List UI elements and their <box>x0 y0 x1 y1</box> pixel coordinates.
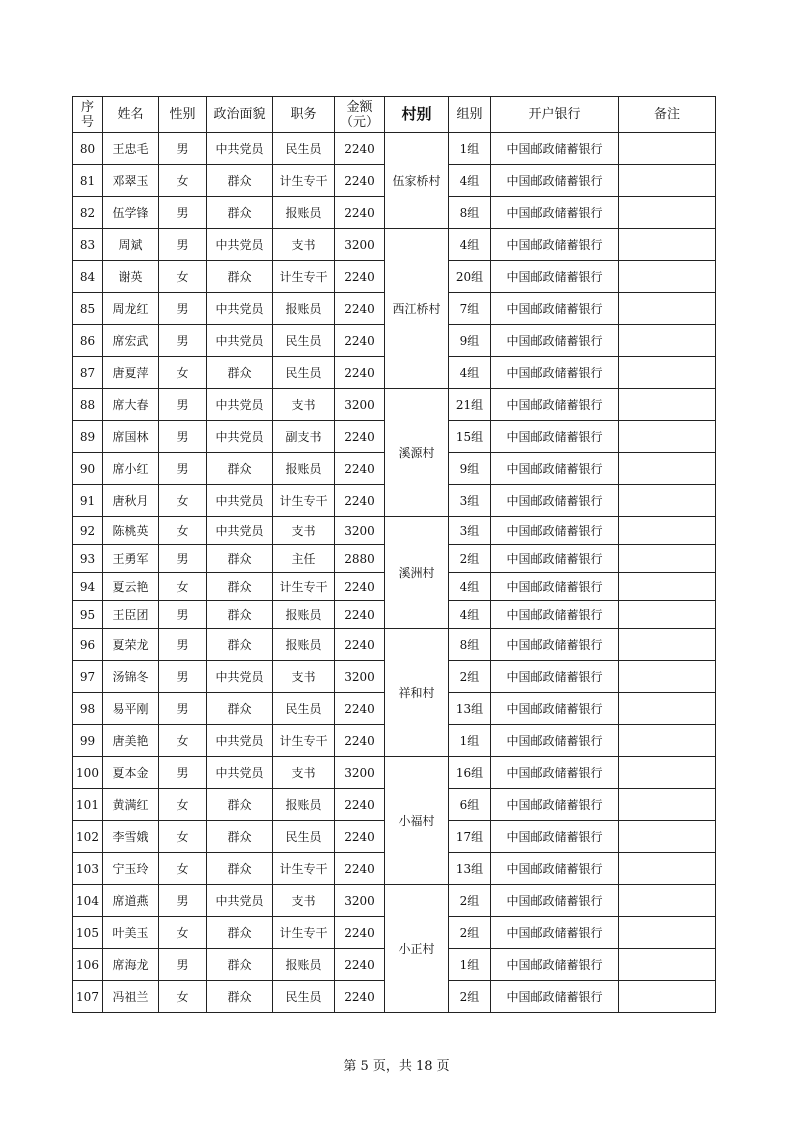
gender-cell: 女 <box>159 789 207 821</box>
remark-cell <box>619 789 716 821</box>
remark-cell <box>619 133 716 165</box>
group-cell: 7组 <box>449 293 491 325</box>
row-index: 106 <box>73 949 103 981</box>
person-name: 王忠毛 <box>103 133 159 165</box>
group-cell: 4组 <box>449 165 491 197</box>
political-status: 群众 <box>207 261 273 293</box>
row-index: 104 <box>73 885 103 917</box>
political-status: 群众 <box>207 917 273 949</box>
political-status: 群众 <box>207 601 273 629</box>
row-index: 83 <box>73 229 103 261</box>
row-index: 92 <box>73 517 103 545</box>
row-index: 99 <box>73 725 103 757</box>
person-name: 李雪娥 <box>103 821 159 853</box>
village-cell: 西江桥村 <box>385 229 449 389</box>
group-cell: 1组 <box>449 133 491 165</box>
gender-cell: 男 <box>159 197 207 229</box>
position-cell: 支书 <box>273 661 335 693</box>
amount-cell: 2240 <box>335 165 385 197</box>
group-cell: 4组 <box>449 229 491 261</box>
bank-cell: 中国邮政储蓄银行 <box>491 133 619 165</box>
bank-cell: 中国邮政储蓄银行 <box>491 629 619 661</box>
row-index: 90 <box>73 453 103 485</box>
row-index: 89 <box>73 421 103 453</box>
village-cell: 小正村 <box>385 885 449 1013</box>
row-index: 101 <box>73 789 103 821</box>
row-index: 95 <box>73 601 103 629</box>
gender-cell: 男 <box>159 885 207 917</box>
gender-cell: 女 <box>159 853 207 885</box>
group-cell: 21组 <box>449 389 491 421</box>
remark-cell <box>619 485 716 517</box>
position-cell: 支书 <box>273 229 335 261</box>
remark-cell <box>619 661 716 693</box>
remark-cell <box>619 293 716 325</box>
row-index: 105 <box>73 917 103 949</box>
position-cell: 支书 <box>273 517 335 545</box>
position-cell: 民生员 <box>273 821 335 853</box>
bank-cell: 中国邮政储蓄银行 <box>491 261 619 293</box>
political-status: 群众 <box>207 453 273 485</box>
group-cell: 6组 <box>449 789 491 821</box>
group-cell: 13组 <box>449 853 491 885</box>
remark-cell <box>619 389 716 421</box>
header-group: 组别 <box>449 97 491 133</box>
amount-cell: 2240 <box>335 573 385 601</box>
group-cell: 9组 <box>449 453 491 485</box>
person-name: 冯祖兰 <box>103 981 159 1013</box>
political-status: 群众 <box>207 197 273 229</box>
position-cell: 支书 <box>273 757 335 789</box>
position-cell: 计生专干 <box>273 725 335 757</box>
gender-cell: 男 <box>159 229 207 261</box>
gender-cell: 男 <box>159 601 207 629</box>
amount-cell: 2240 <box>335 917 385 949</box>
political-status: 中共党员 <box>207 885 273 917</box>
row-index: 107 <box>73 981 103 1013</box>
row-index: 80 <box>73 133 103 165</box>
group-cell: 3组 <box>449 485 491 517</box>
header-row <box>73 97 716 133</box>
position-cell: 计生专干 <box>273 165 335 197</box>
political-status: 中共党员 <box>207 229 273 261</box>
person-name: 伍学锋 <box>103 197 159 229</box>
row-index: 88 <box>73 389 103 421</box>
remark-cell <box>619 629 716 661</box>
row-index: 103 <box>73 853 103 885</box>
political-status: 群众 <box>207 949 273 981</box>
bank-cell: 中国邮政储蓄银行 <box>491 949 619 981</box>
header-remarks: 备注 <box>619 97 716 133</box>
group-cell: 2组 <box>449 885 491 917</box>
amount-cell: 3200 <box>335 389 385 421</box>
person-name: 夏本金 <box>103 757 159 789</box>
political-status: 群众 <box>207 789 273 821</box>
position-cell: 主任 <box>273 545 335 573</box>
gender-cell: 男 <box>159 325 207 357</box>
person-name: 唐夏萍 <box>103 357 159 389</box>
header-bank: 开户银行 <box>491 97 619 133</box>
row-index: 82 <box>73 197 103 229</box>
bank-cell: 中国邮政储蓄银行 <box>491 545 619 573</box>
group-cell: 9组 <box>449 325 491 357</box>
group-cell: 2组 <box>449 545 491 573</box>
gender-cell: 男 <box>159 293 207 325</box>
group-cell: 17组 <box>449 821 491 853</box>
person-name: 汤锦冬 <box>103 661 159 693</box>
village-cell: 溪洲村 <box>385 517 449 629</box>
gender-cell: 男 <box>159 545 207 573</box>
gender-cell: 女 <box>159 821 207 853</box>
political-status: 群众 <box>207 165 273 197</box>
remark-cell <box>619 693 716 725</box>
group-cell: 1组 <box>449 725 491 757</box>
row-index: 97 <box>73 661 103 693</box>
position-cell: 报账员 <box>273 293 335 325</box>
amount-cell: 2240 <box>335 133 385 165</box>
position-cell: 报账员 <box>273 197 335 229</box>
position-cell: 民生员 <box>273 133 335 165</box>
remark-cell <box>619 421 716 453</box>
village-cell: 伍家桥村 <box>385 133 449 229</box>
person-name: 席小红 <box>103 453 159 485</box>
village-cell: 祥和村 <box>385 629 449 757</box>
table-row <box>73 629 716 661</box>
village-cell: 小福村 <box>385 757 449 885</box>
remark-cell <box>619 453 716 485</box>
row-index: 102 <box>73 821 103 853</box>
position-cell: 报账员 <box>273 949 335 981</box>
group-cell: 8组 <box>449 197 491 229</box>
amount-cell: 2240 <box>335 325 385 357</box>
bank-cell: 中国邮政储蓄银行 <box>491 693 619 725</box>
person-name: 席国林 <box>103 421 159 453</box>
bank-cell: 中国邮政储蓄银行 <box>491 421 619 453</box>
gender-cell: 男 <box>159 661 207 693</box>
bank-cell: 中国邮政储蓄银行 <box>491 821 619 853</box>
gender-cell: 女 <box>159 485 207 517</box>
person-name: 周龙红 <box>103 293 159 325</box>
amount-cell: 2240 <box>335 357 385 389</box>
group-cell: 8组 <box>449 629 491 661</box>
group-cell: 20组 <box>449 261 491 293</box>
table-row <box>73 133 716 165</box>
gender-cell: 男 <box>159 693 207 725</box>
remark-cell <box>619 573 716 601</box>
person-name: 夏荣龙 <box>103 629 159 661</box>
person-name: 席海龙 <box>103 949 159 981</box>
row-index: 86 <box>73 325 103 357</box>
row-index: 81 <box>73 165 103 197</box>
amount-cell: 3200 <box>335 757 385 789</box>
row-index: 84 <box>73 261 103 293</box>
person-name: 易平刚 <box>103 693 159 725</box>
group-cell: 4组 <box>449 357 491 389</box>
row-index: 94 <box>73 573 103 601</box>
position-cell: 计生专干 <box>273 853 335 885</box>
remark-cell <box>619 821 716 853</box>
amount-cell: 2240 <box>335 293 385 325</box>
amount-cell: 3200 <box>335 517 385 545</box>
header-position: 职务 <box>273 97 335 133</box>
political-status: 群众 <box>207 357 273 389</box>
gender-cell: 女 <box>159 917 207 949</box>
amount-cell: 2240 <box>335 485 385 517</box>
remark-cell <box>619 981 716 1013</box>
amount-cell: 2240 <box>335 453 385 485</box>
group-cell: 15组 <box>449 421 491 453</box>
political-status: 群众 <box>207 545 273 573</box>
bank-cell: 中国邮政储蓄银行 <box>491 757 619 789</box>
header-gender: 性别 <box>159 97 207 133</box>
page-footer: 第 5 页，共 18 页 <box>343 1059 450 1074</box>
position-cell: 支书 <box>273 885 335 917</box>
remark-cell <box>619 725 716 757</box>
group-cell: 2组 <box>449 917 491 949</box>
gender-cell: 男 <box>159 133 207 165</box>
political-status: 群众 <box>207 853 273 885</box>
remark-cell <box>619 517 716 545</box>
political-status: 群众 <box>207 573 273 601</box>
row-index: 98 <box>73 693 103 725</box>
amount-cell: 2240 <box>335 197 385 229</box>
political-status: 中共党员 <box>207 325 273 357</box>
gender-cell: 女 <box>159 357 207 389</box>
political-status: 中共党员 <box>207 725 273 757</box>
person-name: 王勇军 <box>103 545 159 573</box>
row-index: 85 <box>73 293 103 325</box>
bank-cell: 中国邮政储蓄银行 <box>491 485 619 517</box>
amount-cell: 2880 <box>335 545 385 573</box>
person-name: 周斌 <box>103 229 159 261</box>
bank-cell: 中国邮政储蓄银行 <box>491 725 619 757</box>
remark-cell <box>619 261 716 293</box>
group-cell: 1组 <box>449 949 491 981</box>
village-cell: 溪源村 <box>385 389 449 517</box>
person-name: 邓翠玉 <box>103 165 159 197</box>
group-cell: 4组 <box>449 573 491 601</box>
amount-cell: 2240 <box>335 949 385 981</box>
group-cell: 4组 <box>449 601 491 629</box>
amount-cell: 2240 <box>335 821 385 853</box>
group-cell: 16组 <box>449 757 491 789</box>
person-name: 黄满红 <box>103 789 159 821</box>
group-cell: 2组 <box>449 661 491 693</box>
gender-cell: 女 <box>159 261 207 293</box>
group-cell: 2组 <box>449 981 491 1013</box>
bank-cell: 中国邮政储蓄银行 <box>491 601 619 629</box>
bank-cell: 中国邮政储蓄银行 <box>491 197 619 229</box>
gender-cell: 女 <box>159 981 207 1013</box>
bank-cell: 中国邮政储蓄银行 <box>491 789 619 821</box>
bank-cell: 中国邮政储蓄银行 <box>491 229 619 261</box>
position-cell: 报账员 <box>273 453 335 485</box>
amount-cell: 2240 <box>335 693 385 725</box>
bank-cell: 中国邮政储蓄银行 <box>491 917 619 949</box>
remark-cell <box>619 545 716 573</box>
person-name: 席宏武 <box>103 325 159 357</box>
gender-cell: 女 <box>159 725 207 757</box>
amount-cell: 3200 <box>335 661 385 693</box>
remark-cell <box>619 357 716 389</box>
bank-cell: 中国邮政储蓄银行 <box>491 573 619 601</box>
bank-cell: 中国邮政储蓄银行 <box>491 853 619 885</box>
bank-cell: 中国邮政储蓄银行 <box>491 885 619 917</box>
person-name: 席道燕 <box>103 885 159 917</box>
position-cell: 民生员 <box>273 981 335 1013</box>
row-index: 87 <box>73 357 103 389</box>
remark-cell <box>619 949 716 981</box>
header-political: 政治面貌 <box>207 97 273 133</box>
political-status: 中共党员 <box>207 421 273 453</box>
political-status: 中共党员 <box>207 661 273 693</box>
header-amount: 金额 （元） <box>335 97 385 133</box>
bank-cell: 中国邮政储蓄银行 <box>491 325 619 357</box>
amount-cell: 2240 <box>335 853 385 885</box>
remark-cell <box>619 757 716 789</box>
header-name: 姓名 <box>103 97 159 133</box>
position-cell: 民生员 <box>273 325 335 357</box>
gender-cell: 男 <box>159 949 207 981</box>
remark-cell <box>619 853 716 885</box>
bank-cell: 中国邮政储蓄银行 <box>491 357 619 389</box>
person-name: 席大春 <box>103 389 159 421</box>
amount-cell: 2240 <box>335 981 385 1013</box>
gender-cell: 男 <box>159 389 207 421</box>
bank-cell: 中国邮政储蓄银行 <box>491 517 619 545</box>
row-index: 91 <box>73 485 103 517</box>
person-name: 夏云艳 <box>103 573 159 601</box>
header-index: 序 号 <box>73 97 103 133</box>
political-status: 中共党员 <box>207 517 273 545</box>
gender-cell: 男 <box>159 421 207 453</box>
remark-cell <box>619 165 716 197</box>
remark-cell <box>619 601 716 629</box>
person-name: 王臣团 <box>103 601 159 629</box>
amount-cell: 2240 <box>335 725 385 757</box>
gender-cell: 男 <box>159 757 207 789</box>
remark-cell <box>619 197 716 229</box>
header-village: 村别 <box>385 97 449 133</box>
person-name: 叶美玉 <box>103 917 159 949</box>
gender-cell: 女 <box>159 573 207 601</box>
amount-cell: 2240 <box>335 421 385 453</box>
person-name: 唐美艳 <box>103 725 159 757</box>
amount-cell: 2240 <box>335 261 385 293</box>
bank-cell: 中国邮政储蓄银行 <box>491 165 619 197</box>
position-cell: 报账员 <box>273 601 335 629</box>
gender-cell: 女 <box>159 165 207 197</box>
position-cell: 计生专干 <box>273 917 335 949</box>
table-row <box>73 517 716 545</box>
group-cell: 13组 <box>449 693 491 725</box>
person-name: 陈桃英 <box>103 517 159 545</box>
amount-cell: 2240 <box>335 789 385 821</box>
position-cell: 支书 <box>273 389 335 421</box>
table-row <box>73 757 716 789</box>
amount-cell: 2240 <box>335 601 385 629</box>
position-cell: 计生专干 <box>273 261 335 293</box>
table-row <box>73 389 716 421</box>
political-status: 中共党员 <box>207 293 273 325</box>
political-status: 中共党员 <box>207 757 273 789</box>
position-cell: 民生员 <box>273 693 335 725</box>
row-index: 100 <box>73 757 103 789</box>
remark-cell <box>619 325 716 357</box>
political-status: 群众 <box>207 981 273 1013</box>
remark-cell <box>619 229 716 261</box>
amount-cell: 2240 <box>335 629 385 661</box>
political-status: 中共党员 <box>207 133 273 165</box>
table-row <box>73 885 716 917</box>
political-status: 群众 <box>207 693 273 725</box>
roster-table <box>72 96 716 1013</box>
political-status: 中共党员 <box>207 389 273 421</box>
position-cell: 民生员 <box>273 357 335 389</box>
remark-cell <box>619 885 716 917</box>
position-cell: 报账员 <box>273 629 335 661</box>
bank-cell: 中国邮政储蓄银行 <box>491 453 619 485</box>
person-name: 唐秋月 <box>103 485 159 517</box>
position-cell: 报账员 <box>273 789 335 821</box>
table-row <box>73 229 716 261</box>
group-cell: 3组 <box>449 517 491 545</box>
amount-cell: 3200 <box>335 229 385 261</box>
bank-cell: 中国邮政储蓄银行 <box>491 661 619 693</box>
bank-cell: 中国邮政储蓄银行 <box>491 293 619 325</box>
remark-cell <box>619 917 716 949</box>
person-name: 谢英 <box>103 261 159 293</box>
position-cell: 计生专干 <box>273 573 335 601</box>
gender-cell: 男 <box>159 629 207 661</box>
position-cell: 副支书 <box>273 421 335 453</box>
political-status: 中共党员 <box>207 485 273 517</box>
row-index: 96 <box>73 629 103 661</box>
position-cell: 计生专干 <box>273 485 335 517</box>
bank-cell: 中国邮政储蓄银行 <box>491 981 619 1013</box>
row-index: 93 <box>73 545 103 573</box>
person-name: 宁玉玲 <box>103 853 159 885</box>
gender-cell: 女 <box>159 517 207 545</box>
amount-cell: 3200 <box>335 885 385 917</box>
table-body <box>73 133 716 1013</box>
gender-cell: 男 <box>159 453 207 485</box>
bank-cell: 中国邮政储蓄银行 <box>491 389 619 421</box>
political-status: 群众 <box>207 821 273 853</box>
political-status: 群众 <box>207 629 273 661</box>
